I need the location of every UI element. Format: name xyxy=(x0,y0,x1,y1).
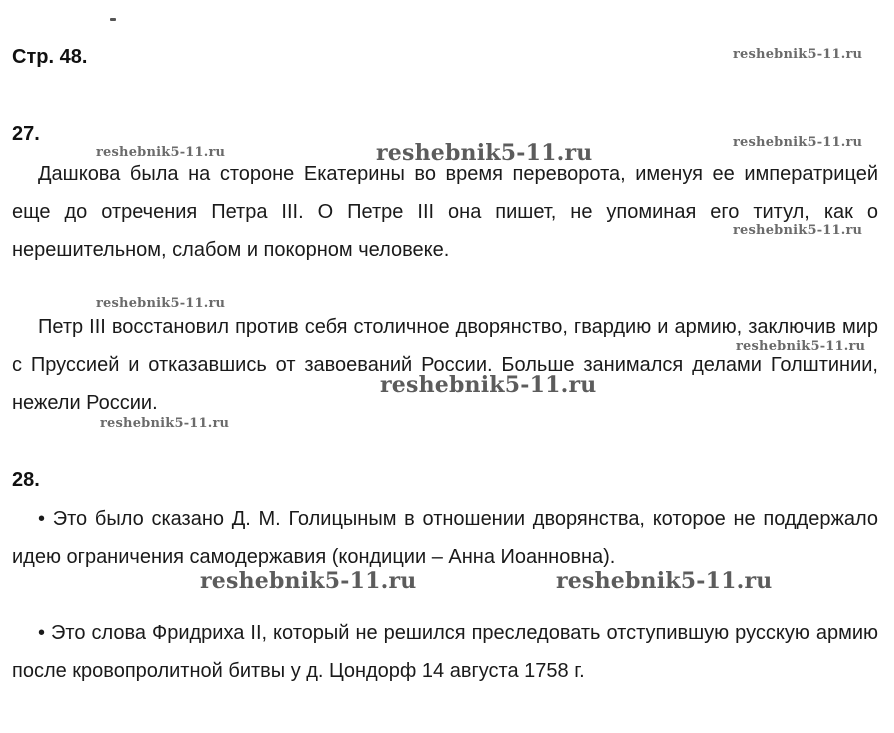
watermark: reshebnik5-11.ru xyxy=(96,145,226,160)
section-number-28: 28. xyxy=(12,469,40,491)
watermark: reshebnik5-11.ru xyxy=(376,140,593,166)
bullet-text: Это слова Фридриха II, который не решился преследовать отступившую русскую армию после кровопролитной битвы у д. Цондорф 14 августа 1758 г. xyxy=(12,622,878,682)
cropped-text-fragment xyxy=(110,18,116,21)
section-27-paragraph-1: Дашкова была на стороне Екатерины во время переворота, именуя ее императрицей еще до отречения Петра III. О Петре III она пишет, не упоминая его титул, как о нерешительном, слабом и покорном человеке. xyxy=(12,163,878,261)
section-27-paragraph-2: Петр III восстановил против себя столичное дворянство, гвардию и армию, заключив мир с Пруссией и отказавшись от завоеваний России. Больше занимался делами Голштинии, нежели России. xyxy=(12,316,878,414)
watermark: reshebnik5-11.ru xyxy=(380,372,597,398)
section-number-27: 27. xyxy=(12,123,40,145)
bullet-icon: • xyxy=(38,508,46,530)
bullet-icon: • xyxy=(38,622,46,644)
watermark: reshebnik5-11.ru xyxy=(733,223,863,238)
watermark: reshebnik5-11.ru xyxy=(556,568,773,594)
watermark: reshebnik5-11.ru xyxy=(200,568,417,594)
section-28-bullet-1 xyxy=(12,500,878,576)
section-28-bullet-2 xyxy=(12,614,878,690)
bullet-text: Это было сказано Д. М. Голицыным в отношении дворянства, которое не поддержало идею ограничения самодержавия (кондиции – Анна Иоанновна). xyxy=(12,508,879,568)
watermark: reshebnik5-11.ru xyxy=(96,296,226,311)
watermark: reshebnik5-11.ru xyxy=(733,135,863,150)
page-label: Стр. 48. xyxy=(12,46,88,68)
watermark: reshebnik5-11.ru xyxy=(733,47,863,62)
watermark: reshebnik5-11.ru xyxy=(100,416,230,431)
watermark: reshebnik5-11.ru xyxy=(736,339,866,354)
